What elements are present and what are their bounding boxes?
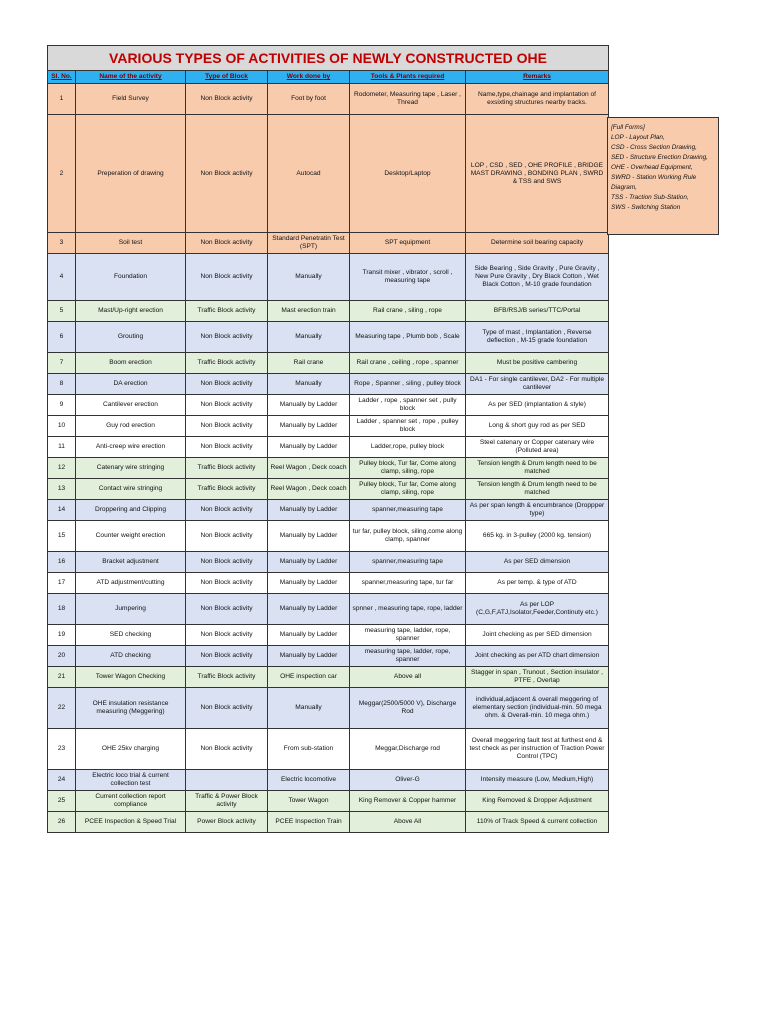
cell-sl: 15 [48, 521, 76, 552]
cell-activity: Electric loco trial & current collection test [76, 770, 186, 791]
cell-activity: Guy rod erection [76, 416, 186, 437]
cell-sl: 12 [48, 458, 76, 479]
cell-block: Non Block activity [186, 552, 268, 573]
cell-tools: Transit mixer , vibrator , scroll , measuring tape [350, 254, 466, 301]
cell-tools: Pulley block, Tur far, Come along clamp, siling, rope [350, 458, 466, 479]
table-row [48, 812, 609, 833]
cell-work: Reel Wagon , Deck coach [268, 458, 350, 479]
table-row [48, 84, 609, 115]
cell-sl: 21 [48, 667, 76, 688]
cell-tools: Pulley block, Tur far, Come along clamp, siling, rope [350, 479, 466, 500]
cell-tools: King Remover & Copper hammer [350, 791, 466, 812]
page-title: VARIOUS TYPES OF ACTIVITIES OF NEWLY CONSTRUCTED OHE [48, 46, 609, 71]
cell-work: Manually by Ladder [268, 573, 350, 594]
cell-work: OHE inspection car [268, 667, 350, 688]
cell-tools: Desktop/Laptop [350, 115, 466, 233]
cell-tools: spanner,measuring tape [350, 552, 466, 573]
cell-work: Manually by Ladder [268, 594, 350, 625]
cell-activity: Foundation [76, 254, 186, 301]
cell-tools: Meggar(2500/5000 V), Discharge Rod [350, 688, 466, 729]
table-row [48, 416, 609, 437]
cell-work: Manually [268, 374, 350, 395]
cell-work: Rail crane [268, 353, 350, 374]
cell-block: Non Block activity [186, 500, 268, 521]
cell-work: PCEE Inspection Train [268, 812, 350, 833]
cell-activity: Contact wire stringing [76, 479, 186, 500]
cell-activity: Counter weight erection [76, 521, 186, 552]
cell-work: Manually [268, 688, 350, 729]
cell-tools: Rodometer, Measuring tape , Laser , Thread [350, 84, 466, 115]
cell-remarks: Intensity measure (Low, Medium,High) [466, 770, 609, 791]
cell-activity: Catenary wire stringing [76, 458, 186, 479]
table-row [48, 374, 609, 395]
cell-work: Manually by Ladder [268, 521, 350, 552]
cell-remarks: Name,type,chainage and implantation of exsixting structures nearby tracks. [466, 84, 609, 115]
cell-block: Non Block activity [186, 416, 268, 437]
cell-activity: ATD checking [76, 646, 186, 667]
cell-sl: 17 [48, 573, 76, 594]
cell-sl: 10 [48, 416, 76, 437]
cell-tools: measuring tape, ladder, rope, spanner [350, 625, 466, 646]
header-row [48, 71, 609, 84]
cell-remarks: individual,adjacent & overall meggering of elementary section (individual-min. 50 mega ohm. & Overall-min. 10 mega ohm.) [466, 688, 609, 729]
cell-block: Non Block activity [186, 115, 268, 233]
cell-tools: spnner , measuring tape, rope, ladder [350, 594, 466, 625]
full-forms-text: [Full Forms] LOP - Layout Plan, CSD - Cross Section Drawing, SED - Structure Erection Drawing, OHE - Overhead Equipment, SWRD - Station Working Rule Diagram, TSS - Traction Sub-Station, SWS - Switching Station [611, 124, 708, 211]
cell-sl: 8 [48, 374, 76, 395]
table-row [48, 500, 609, 521]
table-row [48, 770, 609, 791]
cell-block: Non Block activity [186, 374, 268, 395]
table-row [48, 395, 609, 416]
cell-sl: 26 [48, 812, 76, 833]
cell-block: Power Block activity [186, 812, 268, 833]
cell-activity: Tower Wagon Checking [76, 667, 186, 688]
cell-tools: Above all [350, 667, 466, 688]
cell-sl: 1 [48, 84, 76, 115]
cell-work: Manually by Ladder [268, 416, 350, 437]
cell-tools: Ladder , spanner set , rope , pulley block [350, 416, 466, 437]
cell-remarks: As per temp. & type of ATD [466, 573, 609, 594]
cell-tools: measuring tape, ladder, rope, spanner [350, 646, 466, 667]
cell-block: Non Block activity [186, 521, 268, 552]
cell-work: Manually by Ladder [268, 646, 350, 667]
cell-sl: 11 [48, 437, 76, 458]
cell-remarks: Side Bearing , Side Gravity , Pure Gravity , New Pure Gravity , Dry Black Cotton , Wet Black Cotton , M-10 grade foundation [466, 254, 609, 301]
cell-work: Manually [268, 322, 350, 353]
cell-activity: Bracket adjustment [76, 552, 186, 573]
cell-sl: 3 [48, 233, 76, 254]
cell-remarks: Determine soil bearing capacity [466, 233, 609, 254]
cell-remarks: Tension length & Drum length need to be matched [466, 458, 609, 479]
cell-activity: SED checking [76, 625, 186, 646]
cell-remarks: As per span length & encumbrance (Droppper type) [466, 500, 609, 521]
cell-block: Non Block activity [186, 594, 268, 625]
header-sl-no: Sl. No. [48, 71, 76, 84]
table-row [48, 646, 609, 667]
cell-activity: PCEE Inspection & Speed Trial [76, 812, 186, 833]
cell-block: Traffic & Power Block activity [186, 791, 268, 812]
table-row [48, 115, 609, 233]
cell-work: Manually by Ladder [268, 625, 350, 646]
cell-work: Manually by Ladder [268, 395, 350, 416]
cell-tools: spanner,measuring tape, tur far [350, 573, 466, 594]
cell-sl: 25 [48, 791, 76, 812]
cell-activity: Cantilever erection [76, 395, 186, 416]
cell-block: Non Block activity [186, 322, 268, 353]
cell-sl: 13 [48, 479, 76, 500]
cell-sl: 14 [48, 500, 76, 521]
cell-activity: Grouting [76, 322, 186, 353]
cell-work: Manually by Ladder [268, 500, 350, 521]
cell-remarks: Long & short guy rod as per SED [466, 416, 609, 437]
cell-sl: 7 [48, 353, 76, 374]
cell-work: Manually by Ladder [268, 552, 350, 573]
table-row [48, 729, 609, 770]
cell-activity: Boom erection [76, 353, 186, 374]
cell-activity: OHE insulation resistance measuring (Meggering) [76, 688, 186, 729]
cell-block: Non Block activity [186, 233, 268, 254]
table-row [48, 573, 609, 594]
cell-activity: Preperation of drawing [76, 115, 186, 233]
cell-work: From sub-station [268, 729, 350, 770]
cell-tools: tur far, pulley block, siling,come along clamp, spanner [350, 521, 466, 552]
cell-remarks: BFB/RSJ/B series/TTC/Portal [466, 301, 609, 322]
cell-remarks: King Removed & Dropper Adjustment [466, 791, 609, 812]
header-activity: Name of the activity [76, 71, 186, 84]
cell-sl: 9 [48, 395, 76, 416]
full-forms-note [607, 117, 719, 235]
cell-sl: 2 [48, 115, 76, 233]
cell-activity: Droppering and Clipping [76, 500, 186, 521]
table-row [48, 667, 609, 688]
cell-activity: Jumpering [76, 594, 186, 625]
cell-block: Non Block activity [186, 437, 268, 458]
cell-sl: 24 [48, 770, 76, 791]
cell-block: Non Block activity [186, 573, 268, 594]
cell-remarks: Joint checking as per SED dimension [466, 625, 609, 646]
cell-sl: 6 [48, 322, 76, 353]
activities-table [47, 45, 609, 833]
cell-sl: 23 [48, 729, 76, 770]
cell-remarks: LOP , CSD , SED , OHE PROFILE , BRIDGE MAST DRAWING , BONDING PLAN , SWRD & TSS and SWS [466, 115, 609, 233]
cell-block: Non Block activity [186, 729, 268, 770]
cell-tools: Ladder , rope , spanner set , pully block [350, 395, 466, 416]
cell-block: Non Block activity [186, 395, 268, 416]
cell-activity: Soil test [76, 233, 186, 254]
cell-tools: Meggar,Discharge rod [350, 729, 466, 770]
cell-work: Foot by foot [268, 84, 350, 115]
cell-tools: Above All [350, 812, 466, 833]
cell-tools: Rail crane , siling , rope [350, 301, 466, 322]
table-row [48, 594, 609, 625]
cell-block: Non Block activity [186, 625, 268, 646]
table-row [48, 688, 609, 729]
table-row [48, 301, 609, 322]
cell-work: Tower Wagon [268, 791, 350, 812]
cell-remarks: 665 kg. in 3-pulley (2000 kg. tension) [466, 521, 609, 552]
cell-remarks: As per SED dimension [466, 552, 609, 573]
cell-remarks: DA1 - For single cantilever, DA2 - For multiple cantilever [466, 374, 609, 395]
cell-remarks: Must be positive cambering [466, 353, 609, 374]
cell-block: Traffic Block activity [186, 301, 268, 322]
cell-activity: OHE 25kv charging [76, 729, 186, 770]
cell-work: Autocad [268, 115, 350, 233]
cell-remarks: Type of mast , Implantation , Reverse deflection , M-15 grade foundation [466, 322, 609, 353]
cell-sl: 4 [48, 254, 76, 301]
cell-remarks: 110% of Track Speed & current collection [466, 812, 609, 833]
cell-work: Electric locomotive [268, 770, 350, 791]
cell-tools: Oliver-G [350, 770, 466, 791]
table-row [48, 521, 609, 552]
cell-sl: 18 [48, 594, 76, 625]
cell-activity: Mast/Up-right erection [76, 301, 186, 322]
header-remarks: Remarks [466, 71, 609, 84]
table-row [48, 625, 609, 646]
table-row [48, 458, 609, 479]
table-row [48, 552, 609, 573]
cell-block: Non Block activity [186, 646, 268, 667]
table-row [48, 437, 609, 458]
table-row [48, 322, 609, 353]
cell-block: Traffic Block activity [186, 479, 268, 500]
cell-tools: Rope , Spanner , siling , pulley block [350, 374, 466, 395]
cell-block [186, 770, 268, 791]
cell-activity: Anti-creep wire erection [76, 437, 186, 458]
cell-activity: DA erection [76, 374, 186, 395]
cell-block: Non Block activity [186, 688, 268, 729]
table-row [48, 233, 609, 254]
cell-block: Non Block activity [186, 84, 268, 115]
cell-activity: Field Survey [76, 84, 186, 115]
header-work-done-by: Work done by [268, 71, 350, 84]
cell-work: Standard Penetratin Test (SPT) [268, 233, 350, 254]
cell-tools: Rail crane , ceiling , rope , spanner [350, 353, 466, 374]
cell-tools: Ladder,rope, pulley block [350, 437, 466, 458]
cell-sl: 19 [48, 625, 76, 646]
cell-activity: ATD adjustment/cutting [76, 573, 186, 594]
cell-activity: Current collection report compliance [76, 791, 186, 812]
table-row [48, 791, 609, 812]
header-block-type: Type of Block [186, 71, 268, 84]
cell-remarks: Stagger in span , Trunout , Section insulator , PTFE , Overlap [466, 667, 609, 688]
cell-block: Non Block activity [186, 254, 268, 301]
cell-sl: 16 [48, 552, 76, 573]
header-tools: Tools & Plants required [350, 71, 466, 84]
table-row [48, 479, 609, 500]
cell-work: Manually by Ladder [268, 437, 350, 458]
cell-block: Traffic Block activity [186, 458, 268, 479]
cell-remarks: Overall meggering fault test at furthest end & test check as per instruction of Traction Power Control (TPC) [466, 729, 609, 770]
cell-tools: SPT equipment [350, 233, 466, 254]
cell-work: Manually [268, 254, 350, 301]
cell-remarks: As per SED (implantation & style) [466, 395, 609, 416]
cell-sl: 5 [48, 301, 76, 322]
cell-tools: Measuring tape , Plumb bob , Scale [350, 322, 466, 353]
cell-remarks: Tension length & Drum length need to be matched [466, 479, 609, 500]
cell-block: Traffic Block activity [186, 353, 268, 374]
cell-sl: 20 [48, 646, 76, 667]
cell-remarks: Steel catenary or Copper catenary wire (Polluted area) [466, 437, 609, 458]
cell-remarks: As per LOP (C,G,F,ATJ,Isolator,Feeder,Continuty etc.) [466, 594, 609, 625]
cell-tools: spanner,measuring tape [350, 500, 466, 521]
cell-sl: 22 [48, 688, 76, 729]
table-row [48, 254, 609, 301]
cell-block: Traffic Block activity [186, 667, 268, 688]
cell-work: Mast erection train [268, 301, 350, 322]
cell-work: Reel Wagon , Deck coach [268, 479, 350, 500]
cell-remarks: Joint checking as per ATD chart dimension [466, 646, 609, 667]
table-row [48, 353, 609, 374]
